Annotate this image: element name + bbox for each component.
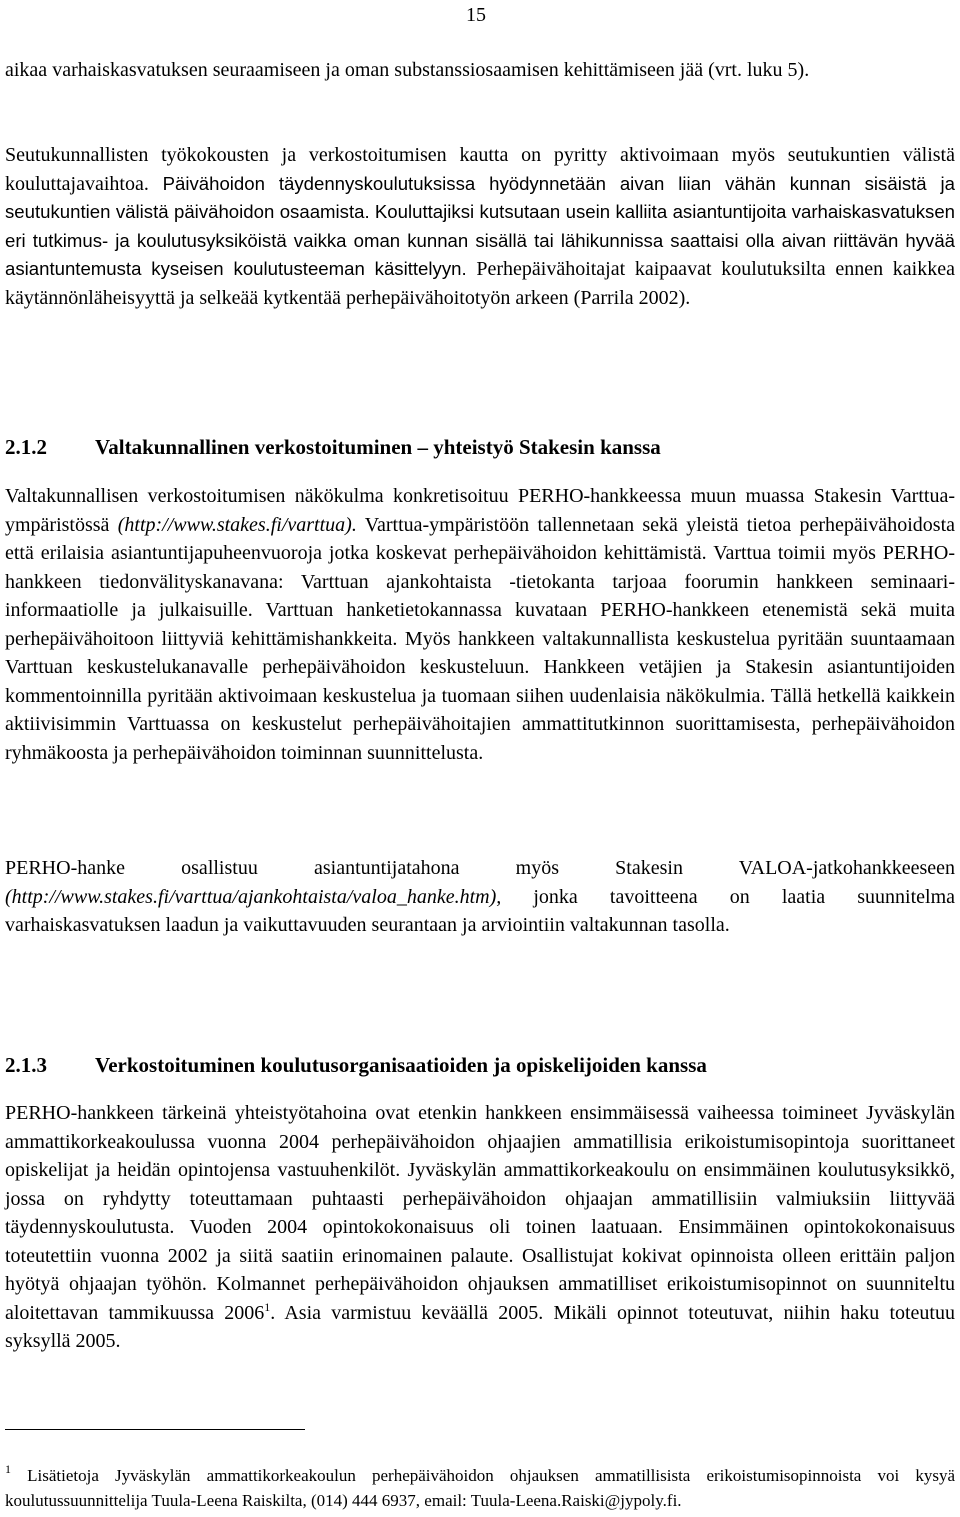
footnote-marker[interactable]: 1 (264, 1299, 271, 1314)
section-title: Valtakunnallinen verkostoituminen – yhteistyö Stakesin kanssa (95, 435, 661, 459)
paragraph-text: Seutukunnallisten työkokousten ja verkostoitumisen kautta on pyritty aktivoimaan myös seutukuntien välistä kouluttajavaihtoa. (5, 144, 955, 195)
paragraph-text: . Asia varmistuu keväällä 2005. Mikäli opinnot toteutuvat, niihin haku toteutuu syksyllä 2005. (5, 1301, 955, 1352)
paragraph-text: PERHO-hanke osallistuu asiantuntijatahona myös Stakesin VALOA-jatkohankkeeseen (5, 857, 955, 879)
page-number: 15 (466, 4, 486, 26)
paragraph-valoa-project (5, 854, 955, 940)
paragraph-national-networking (5, 482, 955, 767)
paragraph-text: aikaa varhaiskasvatuksen seuraamiseen ja oman substanssiosaamisen kehittämiseen jää (vrt. luku 5). (5, 59, 810, 81)
paragraph-text: PERHO-hankkeen tärkeinä yhteistyötahoina ovat etenkin hankkeen ensimmäisessä vaiheessa toimineet Jyväskylän ammattikorkeakoulussa vuonna 2004 perhepäivähoidon ohjaajien ammatillisia erikoistumisopintoja suorittaneet opiskelijat ja heidän opintojensa vastuuhenkilöt. Jyväskylän ammattikorkeakoulu on ensimmäinen koulutusyksikkö, jossa on ryhdytty toteuttamaan puhtaasti perhepäivähoidon ohjaajan ammatillisiin valmiuksiin liittyvää täydennyskoulutusta. Vuoden 2004 opintokokonaisuus oli toinen laatuaan. Ensimmäinen opintokokonaisuus toteutettiin vuonna 2002 ja siitä saatiin erinomainen palaute. Osallistujat kokivat opinnoista olleen erittäin paljon hyötyä ohjaajan työhön. Kolmannet perhepäivähoidon ohjauksen ammatilliset erikoistumisopinnot on suunniteltu aloitettavan tammikuussa 2006 (5, 1102, 955, 1324)
section-title: Verkostoituminen koulutusorganisaatioiden ja opiskelijoiden kanssa (95, 1053, 707, 1077)
section-heading-2-1-2 (5, 435, 661, 460)
section-heading-2-1-3 (5, 1053, 707, 1078)
paragraph-text: Varttua-ympäristöön tallennetaan sekä yleistä tietoa perhepäivähoidosta että erilaisia asiantuntijapuheenvuoroja jotka koskevat perhepäivähoidon kehittämistä. Varttua toimii myös PERHO-hankkeen tiedonvälityskanavana: Varttuan ajankohtaista -tietokanta tarjoaa foorumin hankkeen seminaari-informaatiolle ja julkaisuille. Varttuan hanketietokannassa kuvataan PERHO-hankkeen etenemistä sekä muita perhepäivähoitoon liittyviä kehittämishankkeita. Myös hankkeen valtakunnallista keskustelua pyritään suuntaamaan Varttuan keskustelukanavalle perhepäivähoidon keskusteluun. Hankkeen vetäjien ja Stakesin asiantuntijoiden kommentoinnilla pyritään aktivoimaan keskustelua ja tuomaan siihen uudenlaisia näkökulmia. Tällä hetkellä kaikkein aktiivisimmin Varttuassa on keskustelut perhepäivähoitajien ammattitutkinnon suorittamisesta, perhepäivähoidon ryhmäkoosta ja perhepäivähoidon toiminnan suunnittelusta. (5, 513, 955, 764)
paragraph-text: Päivähoidon täydennyskoulutuksissa hyödynnetään aivan liian vähän kunnan sisäistä ja seutukuntien välistä päivähoidon osaamista. (5, 172, 955, 222)
paragraph-text: jonka tavoitteena on laatia suunnitelma varhaiskasvatuksen laadun ja vaikuttavuuden seurantaan ja arviointiin valtakunnan tasolla. (5, 885, 956, 936)
footnote-number: 1 (5, 1462, 11, 1476)
section-number: 2.1.2 (5, 435, 47, 459)
footnote-text: Lisätietoja Jyväskylän ammattikorkeakoulun perhepäivähoidon ohjauksen ammatillisista erikoistumisopinnoista voi kysyä koulutussuunnittelija Tuula-Leena Raiskilta, (014) 444 6937, email: Tuula-Leena.Raiski@jypoly.fi. (5, 1466, 955, 1510)
paragraph-regional-networking (5, 141, 955, 312)
paragraph-text: Perhepäivähoitajat kaipaavat koulutuksilta ennen kaikkea käytännönläheisyyttä ja selkeää kytkentää perhepäivähoitotyön arkeen (Parrila 2002). (5, 258, 955, 309)
paragraph-text: Valtakunnallisen verkostoitumisen näkökulma konkretisoituu PERHO-hankkeessa muun muassa Stakesin Varttua-ympäristössä (5, 485, 955, 536)
paragraph-text: Kouluttajiksi kutsutaan usein kalliita asiantuntijoita varhaiskasvatuksen eri tutkimus- ja koulutusyksiköistä vaikka oman kunnan sisällä tai lähikunnissa saattaisi olla aivan riittävän hyvää asiantuntemusta kyseisen koulutusteeman käsittelyyn. (5, 201, 956, 279)
footnote (5, 1463, 955, 1513)
paragraph-intro-tail (5, 56, 955, 85)
varttua-link[interactable]: (http://www.stakes.fi/varttua). (117, 513, 357, 536)
footnote-divider (5, 1429, 305, 1430)
valoa-link[interactable]: (http://www.stakes.fi/varttua/ajankohtaista/valoa_hanke.htm), (5, 885, 502, 908)
section-number: 2.1.3 (5, 1053, 47, 1077)
paragraph-education-networking (5, 1099, 955, 1356)
